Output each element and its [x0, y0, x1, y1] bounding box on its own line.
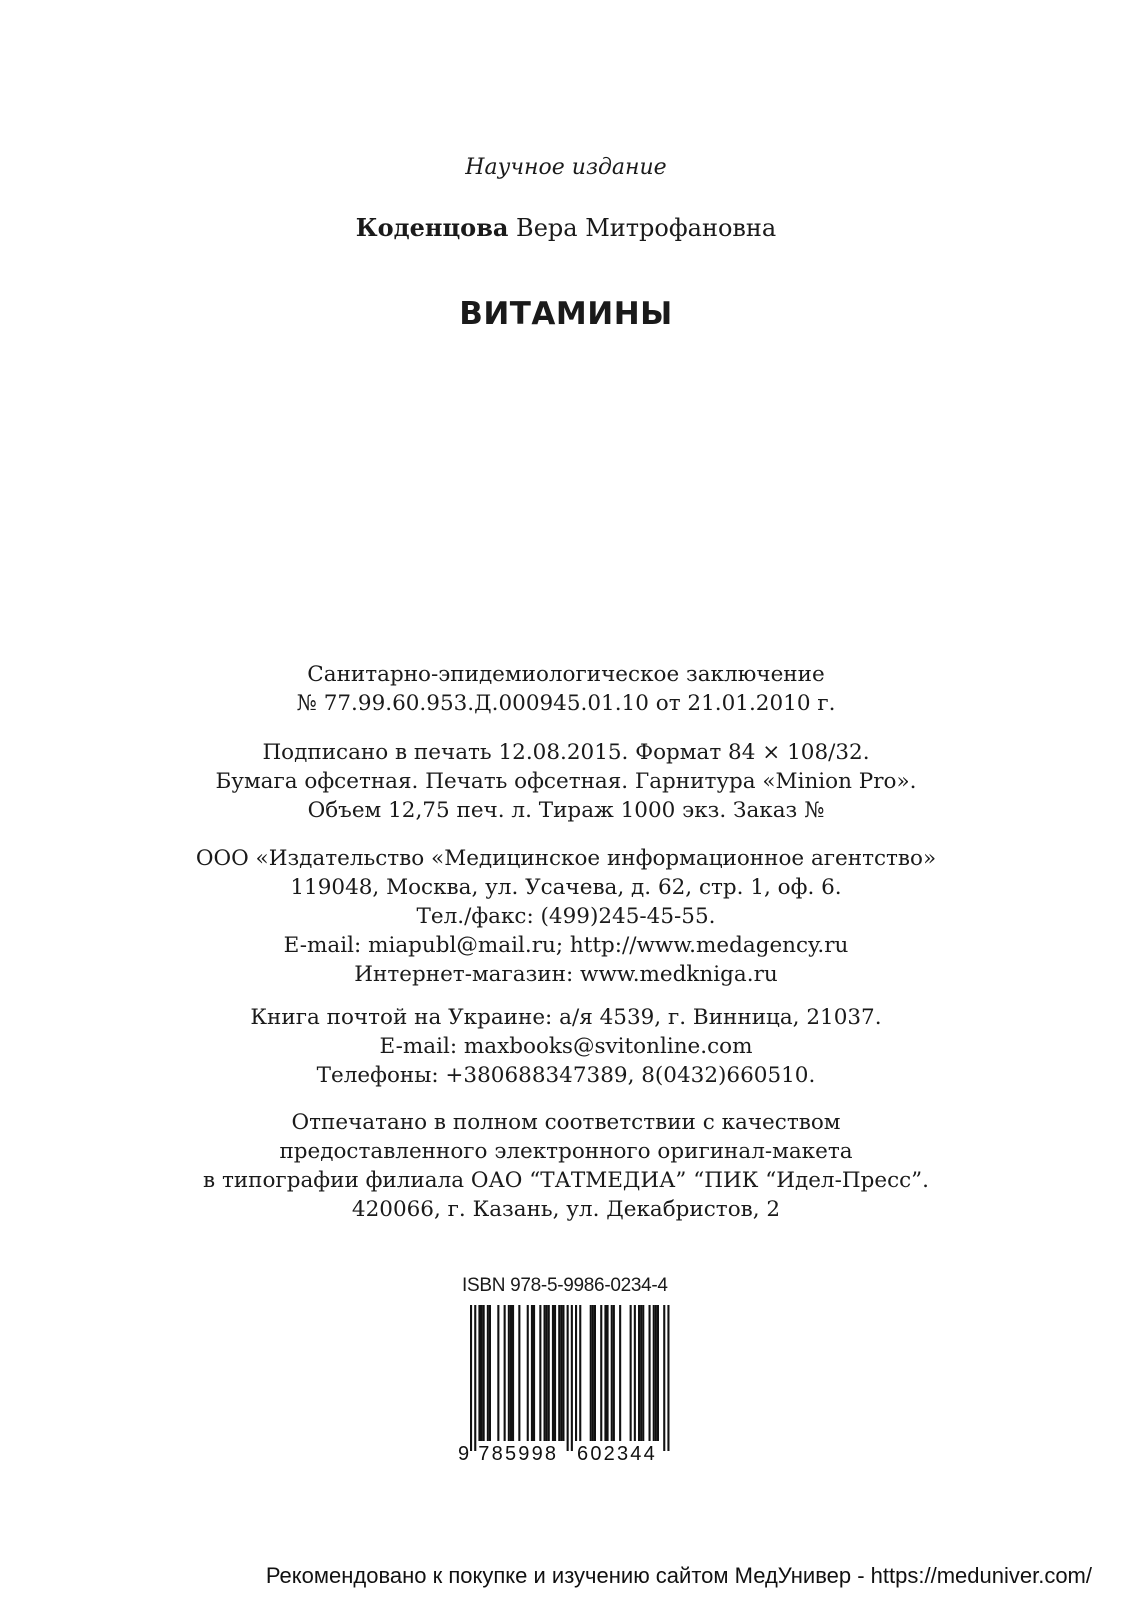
barcode-bar — [533, 1305, 535, 1441]
barcode-bar — [619, 1305, 621, 1441]
barcode-bar — [630, 1305, 632, 1441]
barcode-digits-right: 602344 — [577, 1443, 657, 1465]
author-given-names: Вера Митрофановна — [508, 214, 777, 242]
barcode-bar — [638, 1305, 640, 1441]
footer-recommendation: Рекомендовано к покупке и изучению сайтом МедУнивер - https://meduniver.com/ — [265, 1563, 1092, 1588]
printer-line: в типографии филиала ОАО “ТАТМЕДИА” “ПИК “Идел-Пресс”. — [203, 1168, 929, 1193]
barcode-bar — [508, 1305, 510, 1441]
barcode-digit-first: 9 — [458, 1443, 472, 1465]
barcode-bar — [497, 1305, 499, 1441]
barcode-bar — [575, 1305, 577, 1441]
printer-block — [0, 1108, 1132, 1224]
barcode-bar — [667, 1305, 669, 1451]
barcode-bar — [649, 1305, 651, 1441]
barcode-bar — [613, 1305, 615, 1441]
barcode-bar — [653, 1305, 655, 1441]
barcode-bar — [640, 1305, 642, 1441]
barcode-bar — [554, 1305, 556, 1441]
printer-line: Отпечатано в полном соответствии с качеством — [291, 1110, 841, 1135]
sanitary-line: Санитарно-эпидемиологическое заключение — [307, 662, 825, 687]
barcode-bar — [579, 1305, 581, 1441]
barcode-bar — [548, 1305, 550, 1441]
barcode-bar — [560, 1305, 562, 1441]
barcode-bar — [483, 1305, 485, 1441]
barcode-bar — [510, 1305, 512, 1441]
barcode-bar — [512, 1305, 514, 1441]
print-line: Подписано в печать 12.08.2015. Формат 84 × 108/32. — [262, 740, 870, 765]
barcode-bar — [655, 1305, 657, 1441]
barcode-bar — [600, 1305, 602, 1441]
barcode-bar — [634, 1305, 636, 1441]
barcode-bar — [594, 1305, 596, 1441]
print-line: Бумага офсетная. Печать офсетная. Гарнитура «Minion Pro». — [215, 769, 917, 794]
barcode-bar — [558, 1305, 560, 1441]
barcode-bar — [571, 1305, 573, 1451]
barcode-bar — [539, 1305, 541, 1441]
ukraine-line: Телефоны: +380688347389, 8(0432)660510. — [316, 1063, 816, 1088]
barcode-bar — [531, 1305, 533, 1441]
print-details-block — [0, 738, 1132, 825]
sanitary-certificate-block — [0, 660, 1132, 718]
barcode-bar — [546, 1305, 548, 1441]
barcode-bar — [592, 1305, 594, 1441]
barcode-bar — [590, 1305, 592, 1441]
ukraine-mail-order-block — [0, 1003, 1132, 1090]
publisher-line: ООО «Издательство «Медицинское информационное агентство» — [195, 846, 937, 871]
book-title: ВИТАМИНЫ — [459, 296, 673, 332]
barcode-bar — [552, 1305, 554, 1441]
sanitary-line: № 77.99.60.953.Д.000945.01.10 от 21.01.2010 г. — [296, 691, 836, 716]
barcode-bar — [657, 1305, 659, 1441]
barcode-bar — [607, 1305, 609, 1441]
barcode-digits-left: 785998 — [478, 1443, 559, 1465]
barcode-bar — [487, 1305, 489, 1441]
printer-line: 420066, г. Казань, ул. Декабристов, 2 — [351, 1197, 781, 1222]
barcode-bar — [478, 1305, 480, 1441]
printer-line: предоставленного электронного оригинал-макета — [279, 1139, 853, 1164]
ukraine-line: E-mail: maxbooks@svitonline.com — [379, 1034, 753, 1059]
barcode-bar — [504, 1305, 506, 1441]
author-surname: Коденцова — [355, 213, 509, 242]
barcode-bar — [489, 1305, 491, 1441]
barcode-bar — [663, 1305, 665, 1451]
publisher-line: Тел./факс: (499)245-45-55. — [416, 904, 716, 929]
barcode-bar — [474, 1305, 476, 1451]
publisher-line: Интернет-магазин: www.medkniga.ru — [354, 962, 778, 987]
print-line: Объем 12,75 печ. л. Тираж 1000 экз. Заказ № — [307, 798, 825, 823]
barcode-bar — [562, 1305, 564, 1441]
publisher-line: E-mail: miapubl@mail.ru; http://www.medagency.ru — [283, 933, 849, 958]
barcode-bar — [611, 1305, 613, 1441]
barcode-bar — [527, 1305, 529, 1441]
barcode-bar — [470, 1305, 472, 1451]
publisher-line: 119048, Москва, ул. Усачева, д. 62, стр. 1, оф. 6. — [290, 875, 842, 900]
edition-type: Научное издание — [465, 155, 667, 180]
barcode-bar — [481, 1305, 483, 1441]
author-name — [0, 213, 1132, 242]
barcode-bar — [544, 1305, 546, 1441]
barcode-bar — [642, 1305, 644, 1441]
isbn-barcode-area — [458, 1275, 680, 1489]
barcode-bar — [518, 1305, 520, 1441]
isbn-label: ISBN 978-5-9986-0234-4 — [462, 1275, 668, 1296]
publisher-block — [0, 844, 1132, 989]
ukraine-line: Книга почтой на Украине: а/я 4539, г. Винница, 21037. — [250, 1005, 882, 1030]
isbn-barcode — [458, 1305, 680, 1489]
barcode-bar — [567, 1305, 569, 1451]
barcode-bar — [604, 1305, 606, 1441]
